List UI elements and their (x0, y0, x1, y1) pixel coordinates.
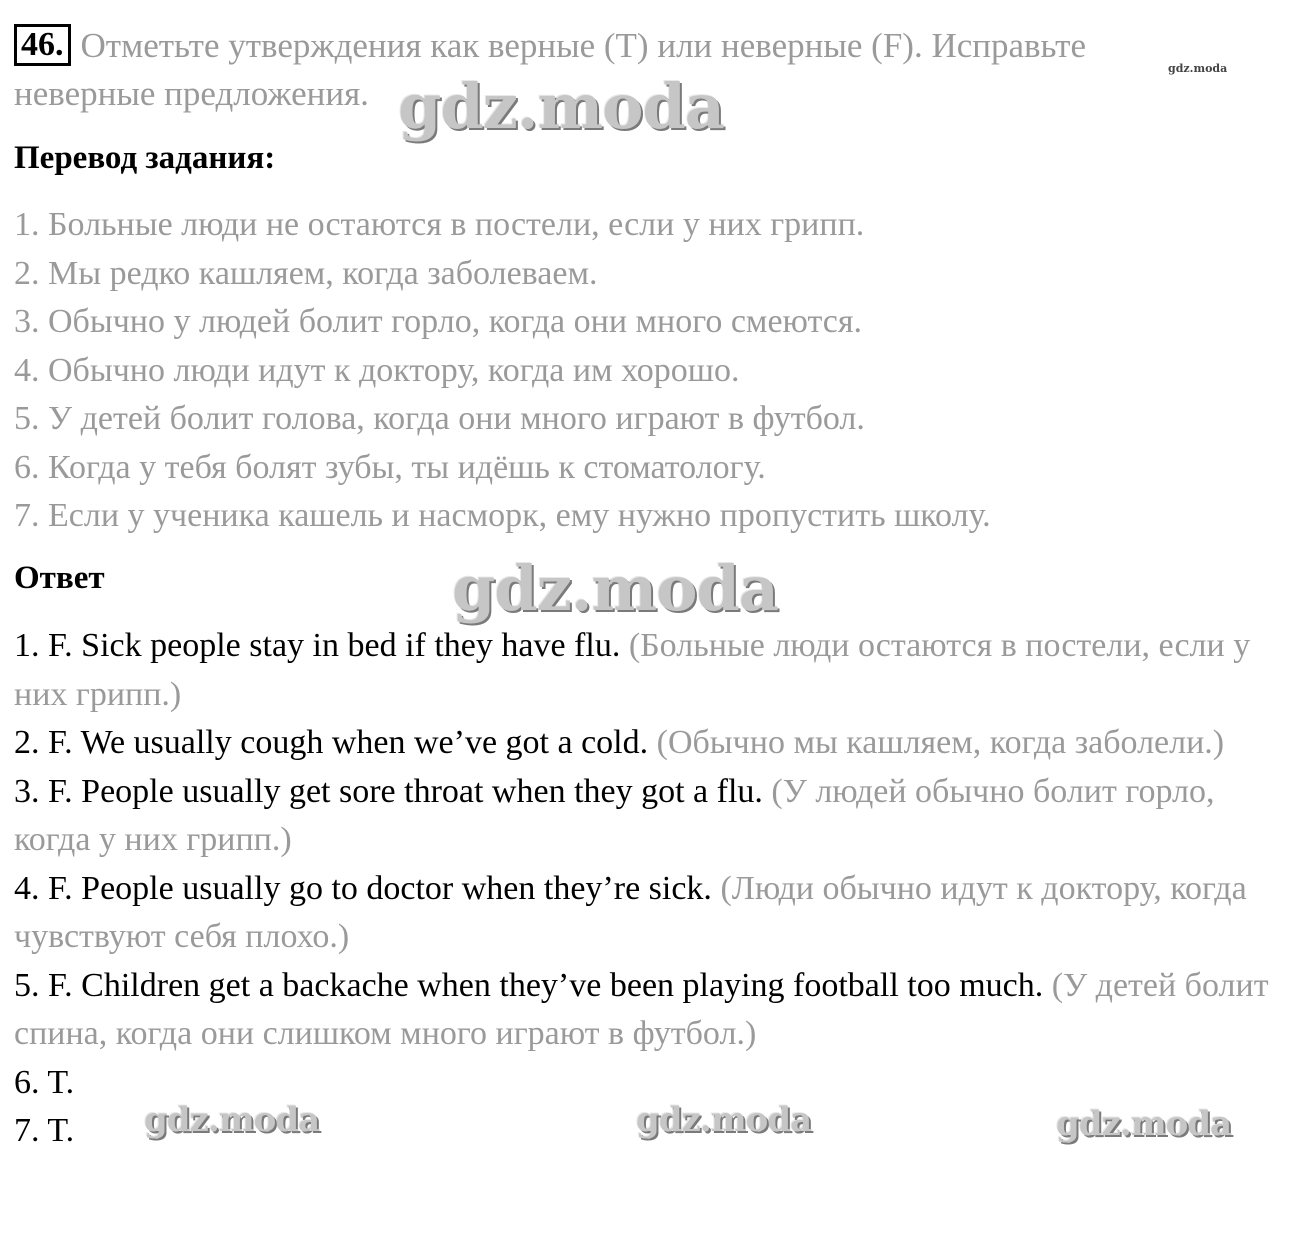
answer-russian: (У детей болит спина, когда они слишком много играют в футбол.) (14, 966, 1269, 1052)
watermark-logo: gdz.moda (398, 70, 724, 143)
task-number: 46. (14, 24, 71, 66)
translation-item: 7. Если у ученика кашель и насморк, ему нужно пропустить школу. (14, 497, 991, 534)
answer-item (14, 1059, 1284, 1108)
answer-english: 6. T. (14, 1063, 75, 1101)
watermark-logo: gdz.moda (452, 552, 778, 625)
translation-heading: Перевод задания: (14, 140, 276, 176)
answer-english: 7. T. (14, 1112, 75, 1149)
translation-item: 6. Когда у тебя болят зубы, ты идёшь к стоматологу. (14, 448, 766, 486)
watermark-logo: gdz.moda (1056, 1104, 1232, 1144)
translation-item: 1. Больные люди не остаются в постели, если у них грипп. (14, 206, 865, 243)
instruction-line-2: неверные предложения. (14, 74, 369, 113)
watermark-logo: gdz.moda (144, 1100, 320, 1140)
answer-english: 4. F. People usually go to doctor when they’re sick. (14, 869, 712, 907)
watermark-logo: gdz.moda (1168, 62, 1228, 75)
answer-russian: (Люди обычно идут к доктору, когда чувствуют себя плохо.) (14, 869, 1247, 955)
answer-heading: Ответ (14, 560, 105, 596)
answer-item (14, 768, 1284, 865)
translation-item: 4. Обычно люди идут к доктору, когда им хорошо. (14, 351, 740, 389)
answer-item (14, 1107, 1284, 1156)
answer-item (14, 865, 1284, 962)
translation-item: 2. Мы редко кашляем, когда заболеваем. (14, 254, 598, 292)
instruction-text-1: Отметьте утверждения как верные (T) или неверные (F). Исправьте (80, 26, 1086, 65)
watermark-logo: gdz.moda (636, 1100, 812, 1140)
instruction-line-1 (14, 22, 1284, 70)
answer-english: 2. F. We usually cough when we’ve got a cold. (14, 724, 649, 761)
translation-item: 5. У детей болит голова, когда они много играют в футбол. (14, 400, 865, 437)
answer-item (14, 962, 1284, 1059)
answer-english: 1. F. Sick people stay in bed if they have flu. (14, 627, 621, 664)
answer-english: 5. F. Children get a backache when they’ve been playing football too much. (14, 966, 1044, 1004)
answer-russian: (У людей обычно болит горло, когда у них грипп.) (14, 772, 1215, 858)
answer-russian: (Обычно мы кашляем, когда заболели.) (656, 724, 1225, 761)
answer-russian: (Больные люди остаются в постели, если у них грипп.) (14, 627, 1251, 713)
translation-list (14, 201, 1284, 541)
answer-list (14, 622, 1284, 1156)
answer-english: 3. F. People usually get sore throat when they got a flu. (14, 772, 763, 810)
answer-item (14, 622, 1284, 719)
task-header (14, 22, 1284, 118)
answer-item (14, 719, 1284, 768)
translation-item: 3. Обычно у людей болит горло, когда они много смеются. (14, 303, 862, 340)
